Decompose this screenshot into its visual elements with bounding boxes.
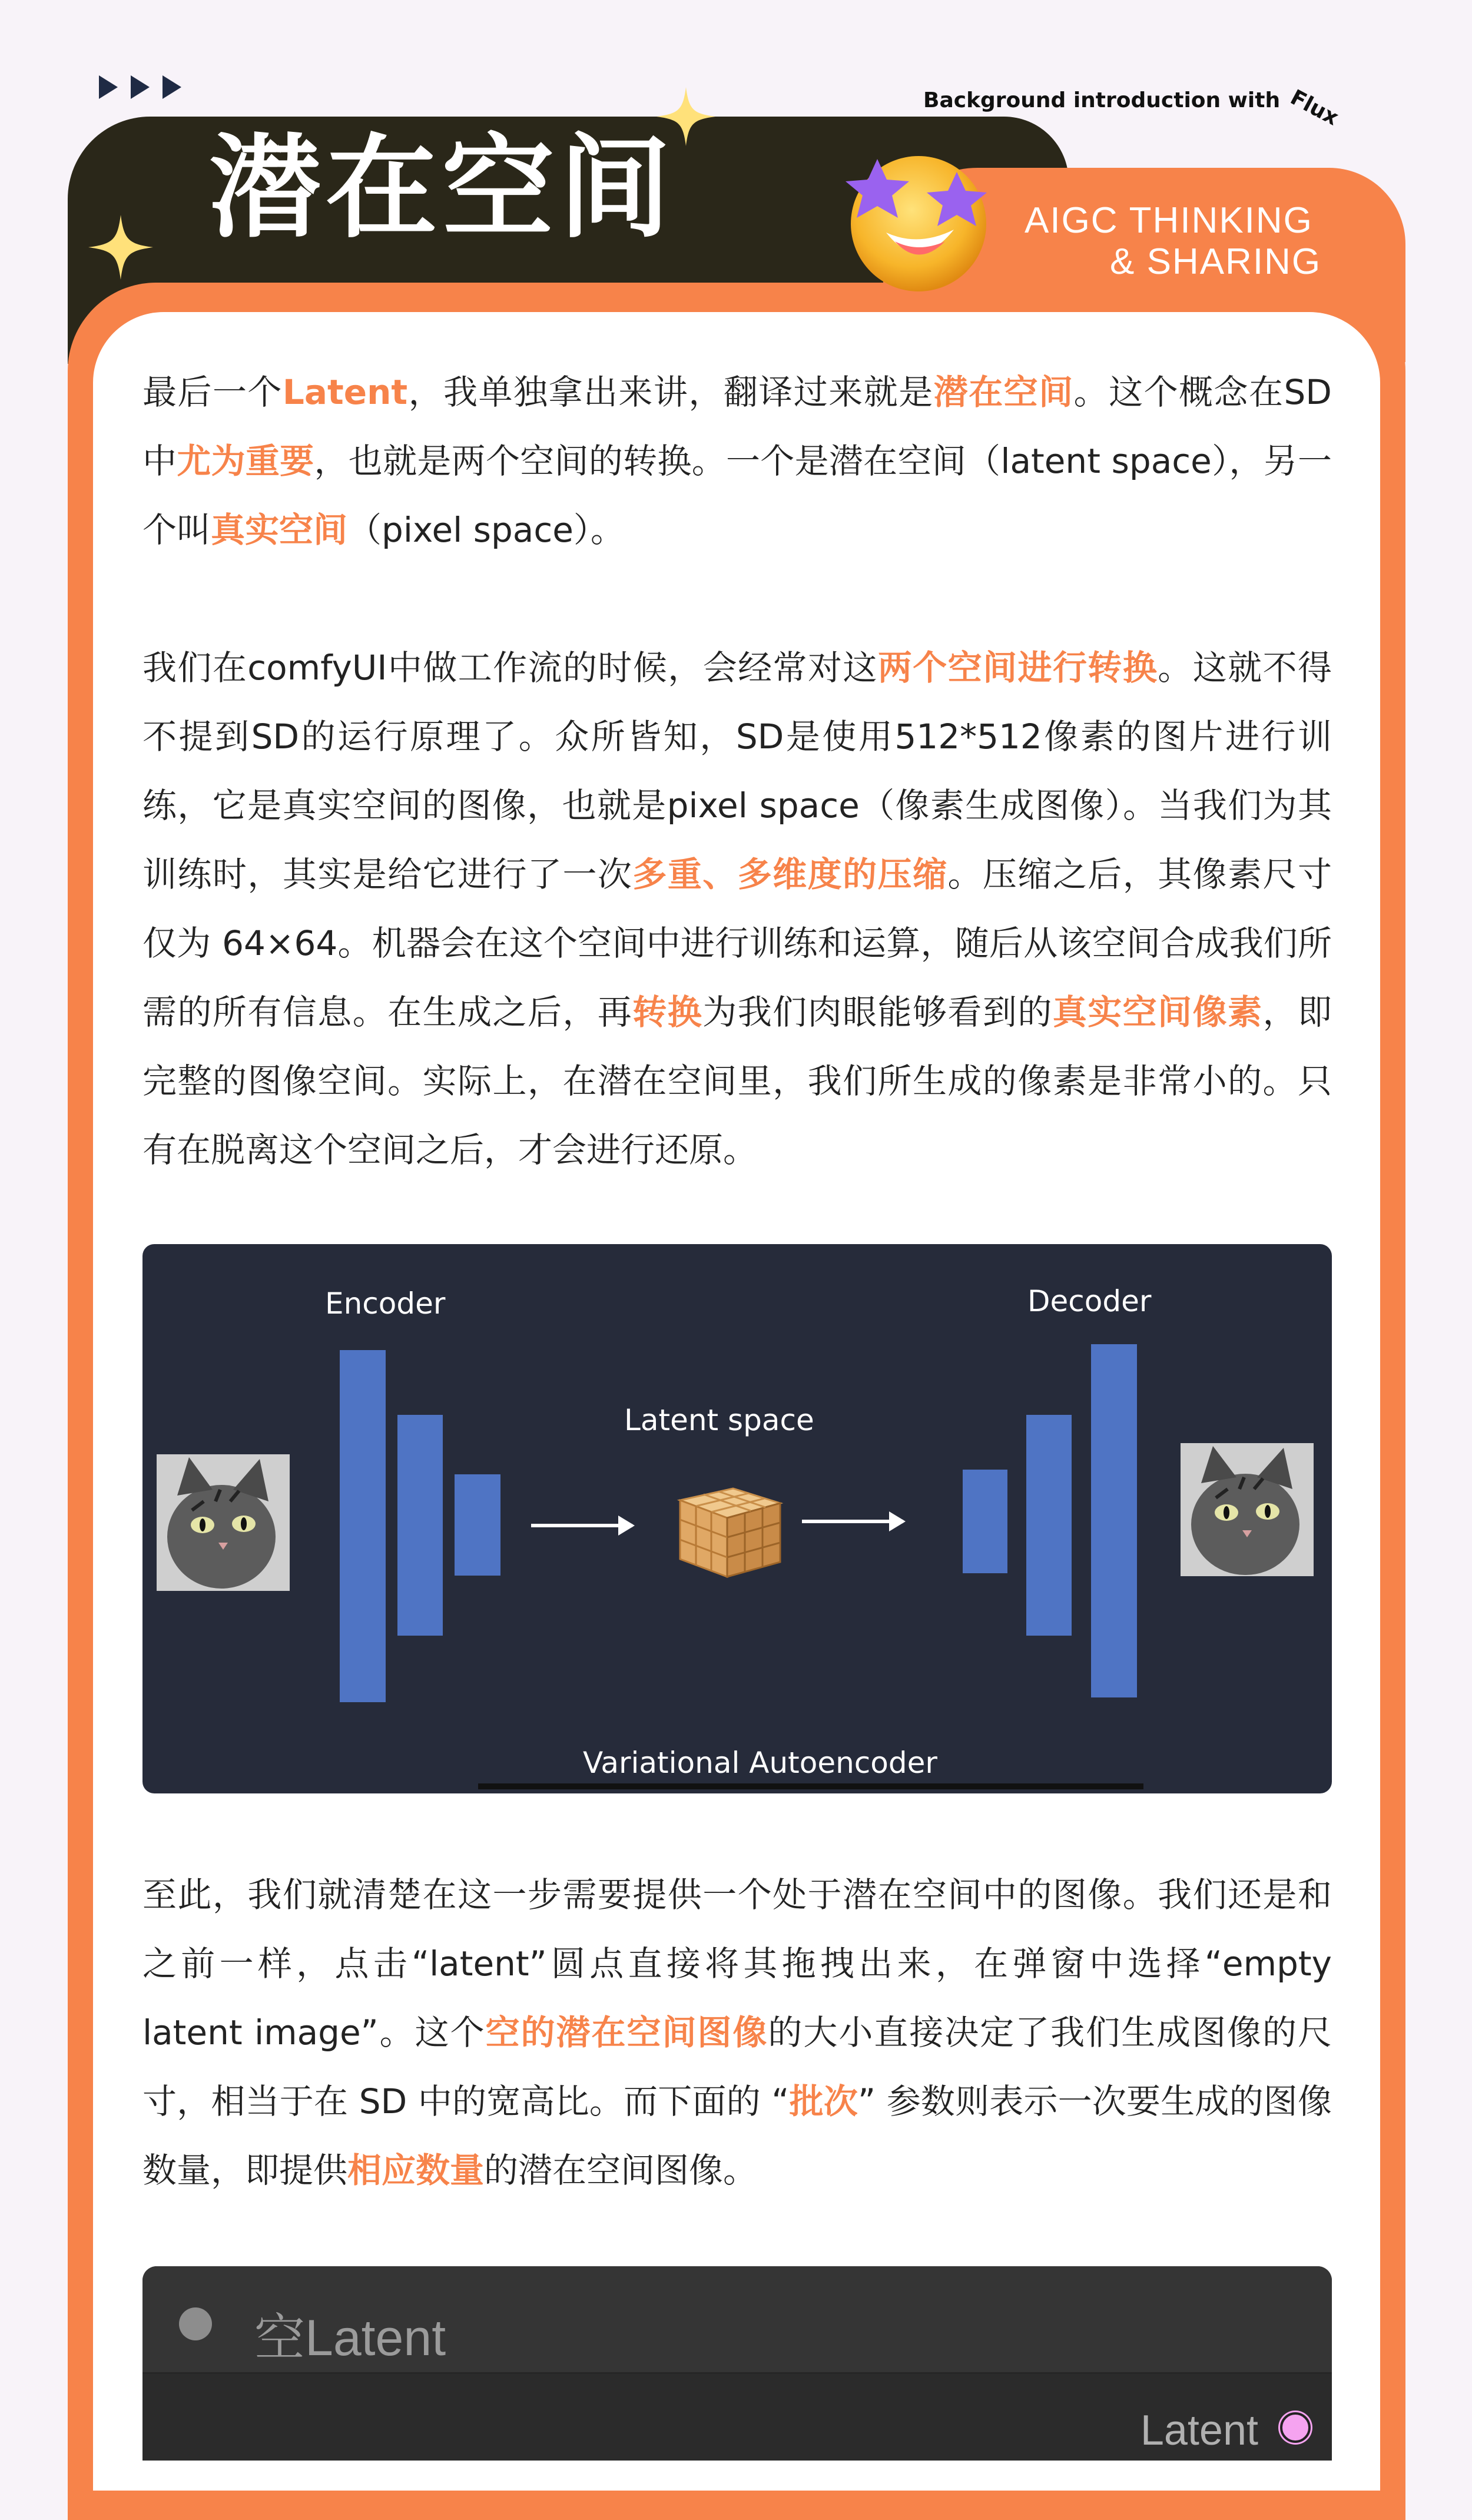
cat-input-image (157, 1454, 290, 1591)
empty-latent-node[interactable] (142, 2266, 1332, 2461)
brand-text: AIGC THINKING & SHARING (1025, 200, 1322, 282)
page-title: 潜在空间 (209, 123, 676, 253)
cat-output-image (1181, 1443, 1314, 1576)
sparkle-icon (88, 215, 153, 280)
decoder-bar (963, 1470, 1007, 1573)
arrow-right-icon (531, 1524, 632, 1527)
paragraph-latent-image: 至此，我们就清楚在这一步需要提供一个处于潜在空间中的图像。我们还是和之前一样，点击“latent”圆点直接将其拖拽出来，在弹窗中选择“empty latent image”。这个空的潜在空间图像的大小直接决定了我们生成图像的尺寸，相当于在 SD 中的宽高比。而下面的 “批次” 参数则表示一次要生成的图像数量，即提供相应数量的潜在空间图像。 (142, 1875, 1332, 2190)
encoder-bar (455, 1474, 500, 1576)
paragraph-intro: 最后一个Latent，我单独拿出来讲，翻译过来就是潜在空间。这个概念在SD中尤为重要，也就是两个空间的转换。一个是潜在空间（latent space），另一个叫真实空间（pixel space）。 (142, 372, 1332, 550)
encoder-bar (340, 1350, 386, 1702)
arrow-right-icon (802, 1520, 903, 1523)
node-collapse-dot[interactable] (179, 2307, 212, 2340)
triple-arrow-icon (99, 75, 181, 99)
latent-output-socket[interactable] (1280, 2412, 1311, 2443)
decoder-label: Decoder (1027, 1284, 1152, 1318)
star-eyes-emoji-icon (830, 147, 1019, 294)
vae-caption: Variational Autoencoder (583, 1746, 937, 1780)
encoder-label: Encoder (325, 1286, 446, 1321)
node-title: 空Latent (254, 2310, 446, 2366)
vae-diagram (142, 1244, 1332, 1793)
latent-cube-icon (668, 1465, 786, 1583)
header-subtitle: Background introduction with Flux (923, 85, 1342, 131)
sparkle-icon (657, 87, 715, 146)
encoder-bar (397, 1415, 443, 1636)
node-output-label: Latent (1140, 2407, 1258, 2454)
latent-space-label: Latent space (624, 1403, 814, 1437)
paragraph-principle: 我们在comfyUI中做工作流的时候，会经常对这两个空间进行转换。这就不得不提到SD的运行原理了。众所皆知，SD是使用512*512像素的图片进行训练，它是真实空间的图像，也就是pixel space（像素生成图像）。当我们为其训练时，其实是给它进行了一次多重、多维度的压缩。压缩之后，其像素尺寸仅为 64×64。机器会在这个空间中进行训练和运算，随后从该空间合成我们所需的所有信息。在生成之后，再转换为我们肉眼能够看到的真实空间像素，即完整的图像空间。实际上，在潜在空间里，我们所生成的像素是非常小的。只有在脱离这个空间之后，才会进行还原。 (142, 648, 1332, 1170)
decoder-bar (1091, 1344, 1137, 1697)
video-progress-track (478, 1783, 1143, 1789)
decoder-bar (1026, 1415, 1072, 1636)
